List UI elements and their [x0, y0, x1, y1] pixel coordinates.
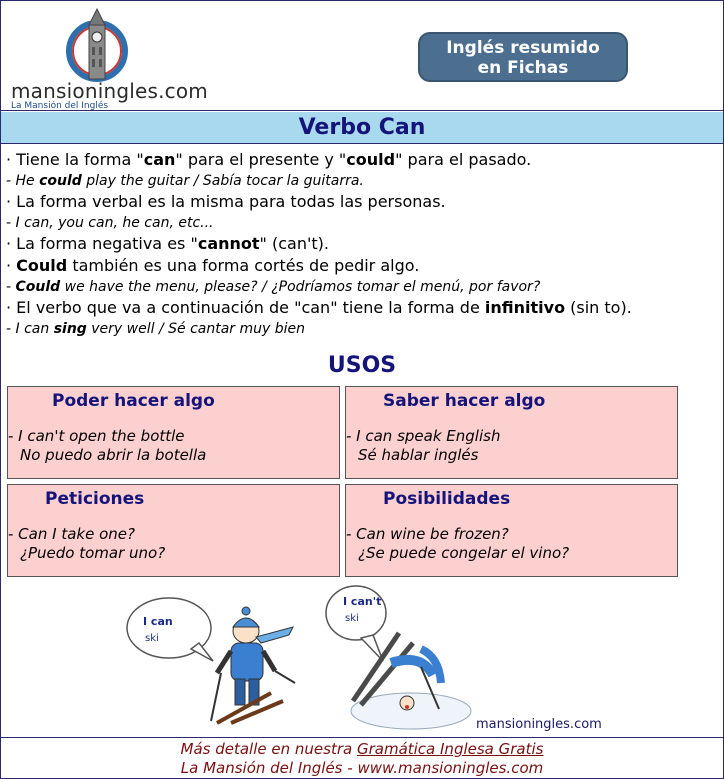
highlight-word: could [346, 150, 396, 169]
rule-text: · El verbo que va a continuación de "can" tiene la forma de [6, 298, 485, 317]
usage-box-example: - I can't open the bottle [8, 427, 185, 445]
footer-line-2: La Mansión del Inglés - www.mansioningles.com [180, 759, 544, 777]
header [1, 1, 723, 111]
rule-text: también es una forma cortés de pedir algo. [67, 256, 420, 275]
example-line [6, 277, 722, 297]
rule-line [6, 297, 722, 319]
highlight-word: cannot [197, 234, 260, 253]
highlight-word: can [143, 150, 176, 169]
highlight-word: sing [53, 321, 87, 337]
highlight-word: Could [15, 279, 61, 295]
highlight-word: infinitivo [484, 298, 566, 317]
rule-text: " (can't). [259, 234, 329, 253]
usage-box-title: Saber hacer algo [383, 391, 546, 411]
rule-text: · Tiene la forma " [6, 150, 144, 169]
rule-text: · [6, 256, 17, 275]
logo-subtitle: La Mansión del Inglés [11, 101, 109, 111]
footer-line-1 [1, 740, 723, 759]
title-bar [1, 112, 723, 144]
usage-box-translation: ¿Se puede congelar el vino? [358, 544, 570, 562]
rule-text: play the guitar / Sabía tocar la guitarra. [81, 173, 364, 189]
usage-box-title: Peticiones [45, 489, 145, 509]
fichas-badge[interactable] [418, 32, 628, 82]
usage-box-requests [7, 484, 340, 577]
rule-text: · La forma verbal es la misma para todas las personas. [6, 192, 446, 211]
usage-box-title: Poder hacer algo [52, 391, 215, 411]
site-logo[interactable] [9, 7, 209, 111]
highlight-word: Could [16, 256, 68, 275]
happy-skier-icon [211, 607, 295, 723]
rule-line [6, 255, 722, 277]
bubble-left-line-1: I can [143, 615, 173, 628]
grammar-link[interactable]: Gramática Inglesa Gratis [356, 740, 544, 758]
bubble-right-line-1: I can't [343, 595, 382, 608]
rule-text: " para el presente y " [175, 150, 347, 169]
example-line [6, 213, 722, 233]
speech-bubble-left-icon [127, 598, 213, 661]
rule-text: - I can, you can, he can, etc... [6, 215, 214, 231]
usage-box-example: - Can I take one? [8, 525, 135, 543]
usage-box-translation: No puedo abrir la botella [20, 446, 207, 464]
rules-list [6, 149, 722, 339]
usage-box-translation: Sé hablar inglés [358, 446, 479, 464]
rule-line [6, 191, 722, 213]
bubble-right-line-2: ski [345, 613, 359, 624]
usage-box-title: Posibilidades [383, 489, 511, 509]
rule-text: - I can [6, 321, 54, 337]
rule-line [6, 149, 722, 171]
rule-text: we have the menu, please? / ¿Podríamos tomar el menú, por favor? [60, 279, 541, 295]
usage-box-translation: ¿Puedo tomar uno? [20, 544, 166, 562]
big-ben-logo-icon [9, 7, 209, 82]
skiers-illustration [121, 583, 611, 733]
page-title: Verbo Can [298, 115, 426, 140]
usage-box-possibilities [345, 484, 678, 577]
bubble-left-line-2: ski [145, 633, 159, 644]
rule-text: " para el pasado. [395, 150, 532, 169]
logo-text: mansioningles.com [11, 79, 208, 103]
rule-text: (sin to). [565, 298, 632, 317]
usage-box-knowledge [345, 386, 678, 479]
highlight-word: could [39, 173, 82, 189]
usage-box-ability [7, 386, 340, 479]
badge-line-2: en Fichas [477, 58, 569, 78]
example-line [6, 171, 722, 191]
badge-line-1: Inglés resumido [446, 38, 600, 58]
watermark: mansioningles.com [476, 717, 602, 732]
example-line [6, 319, 722, 339]
rule-line [6, 233, 722, 255]
rule-text: very well / Sé cantar muy bien [86, 321, 305, 337]
usage-box-example: - I can speak English [346, 427, 501, 445]
usos-heading: USOS [327, 353, 397, 378]
usage-box-example: - Can wine be frozen? [346, 525, 509, 543]
rule-text: - He [6, 173, 40, 189]
footer [1, 737, 723, 779]
rule-text: - [6, 279, 16, 295]
footer-prefix: Más detalle en nuestra [180, 740, 357, 758]
rule-text: · La forma negativa es " [6, 234, 198, 253]
